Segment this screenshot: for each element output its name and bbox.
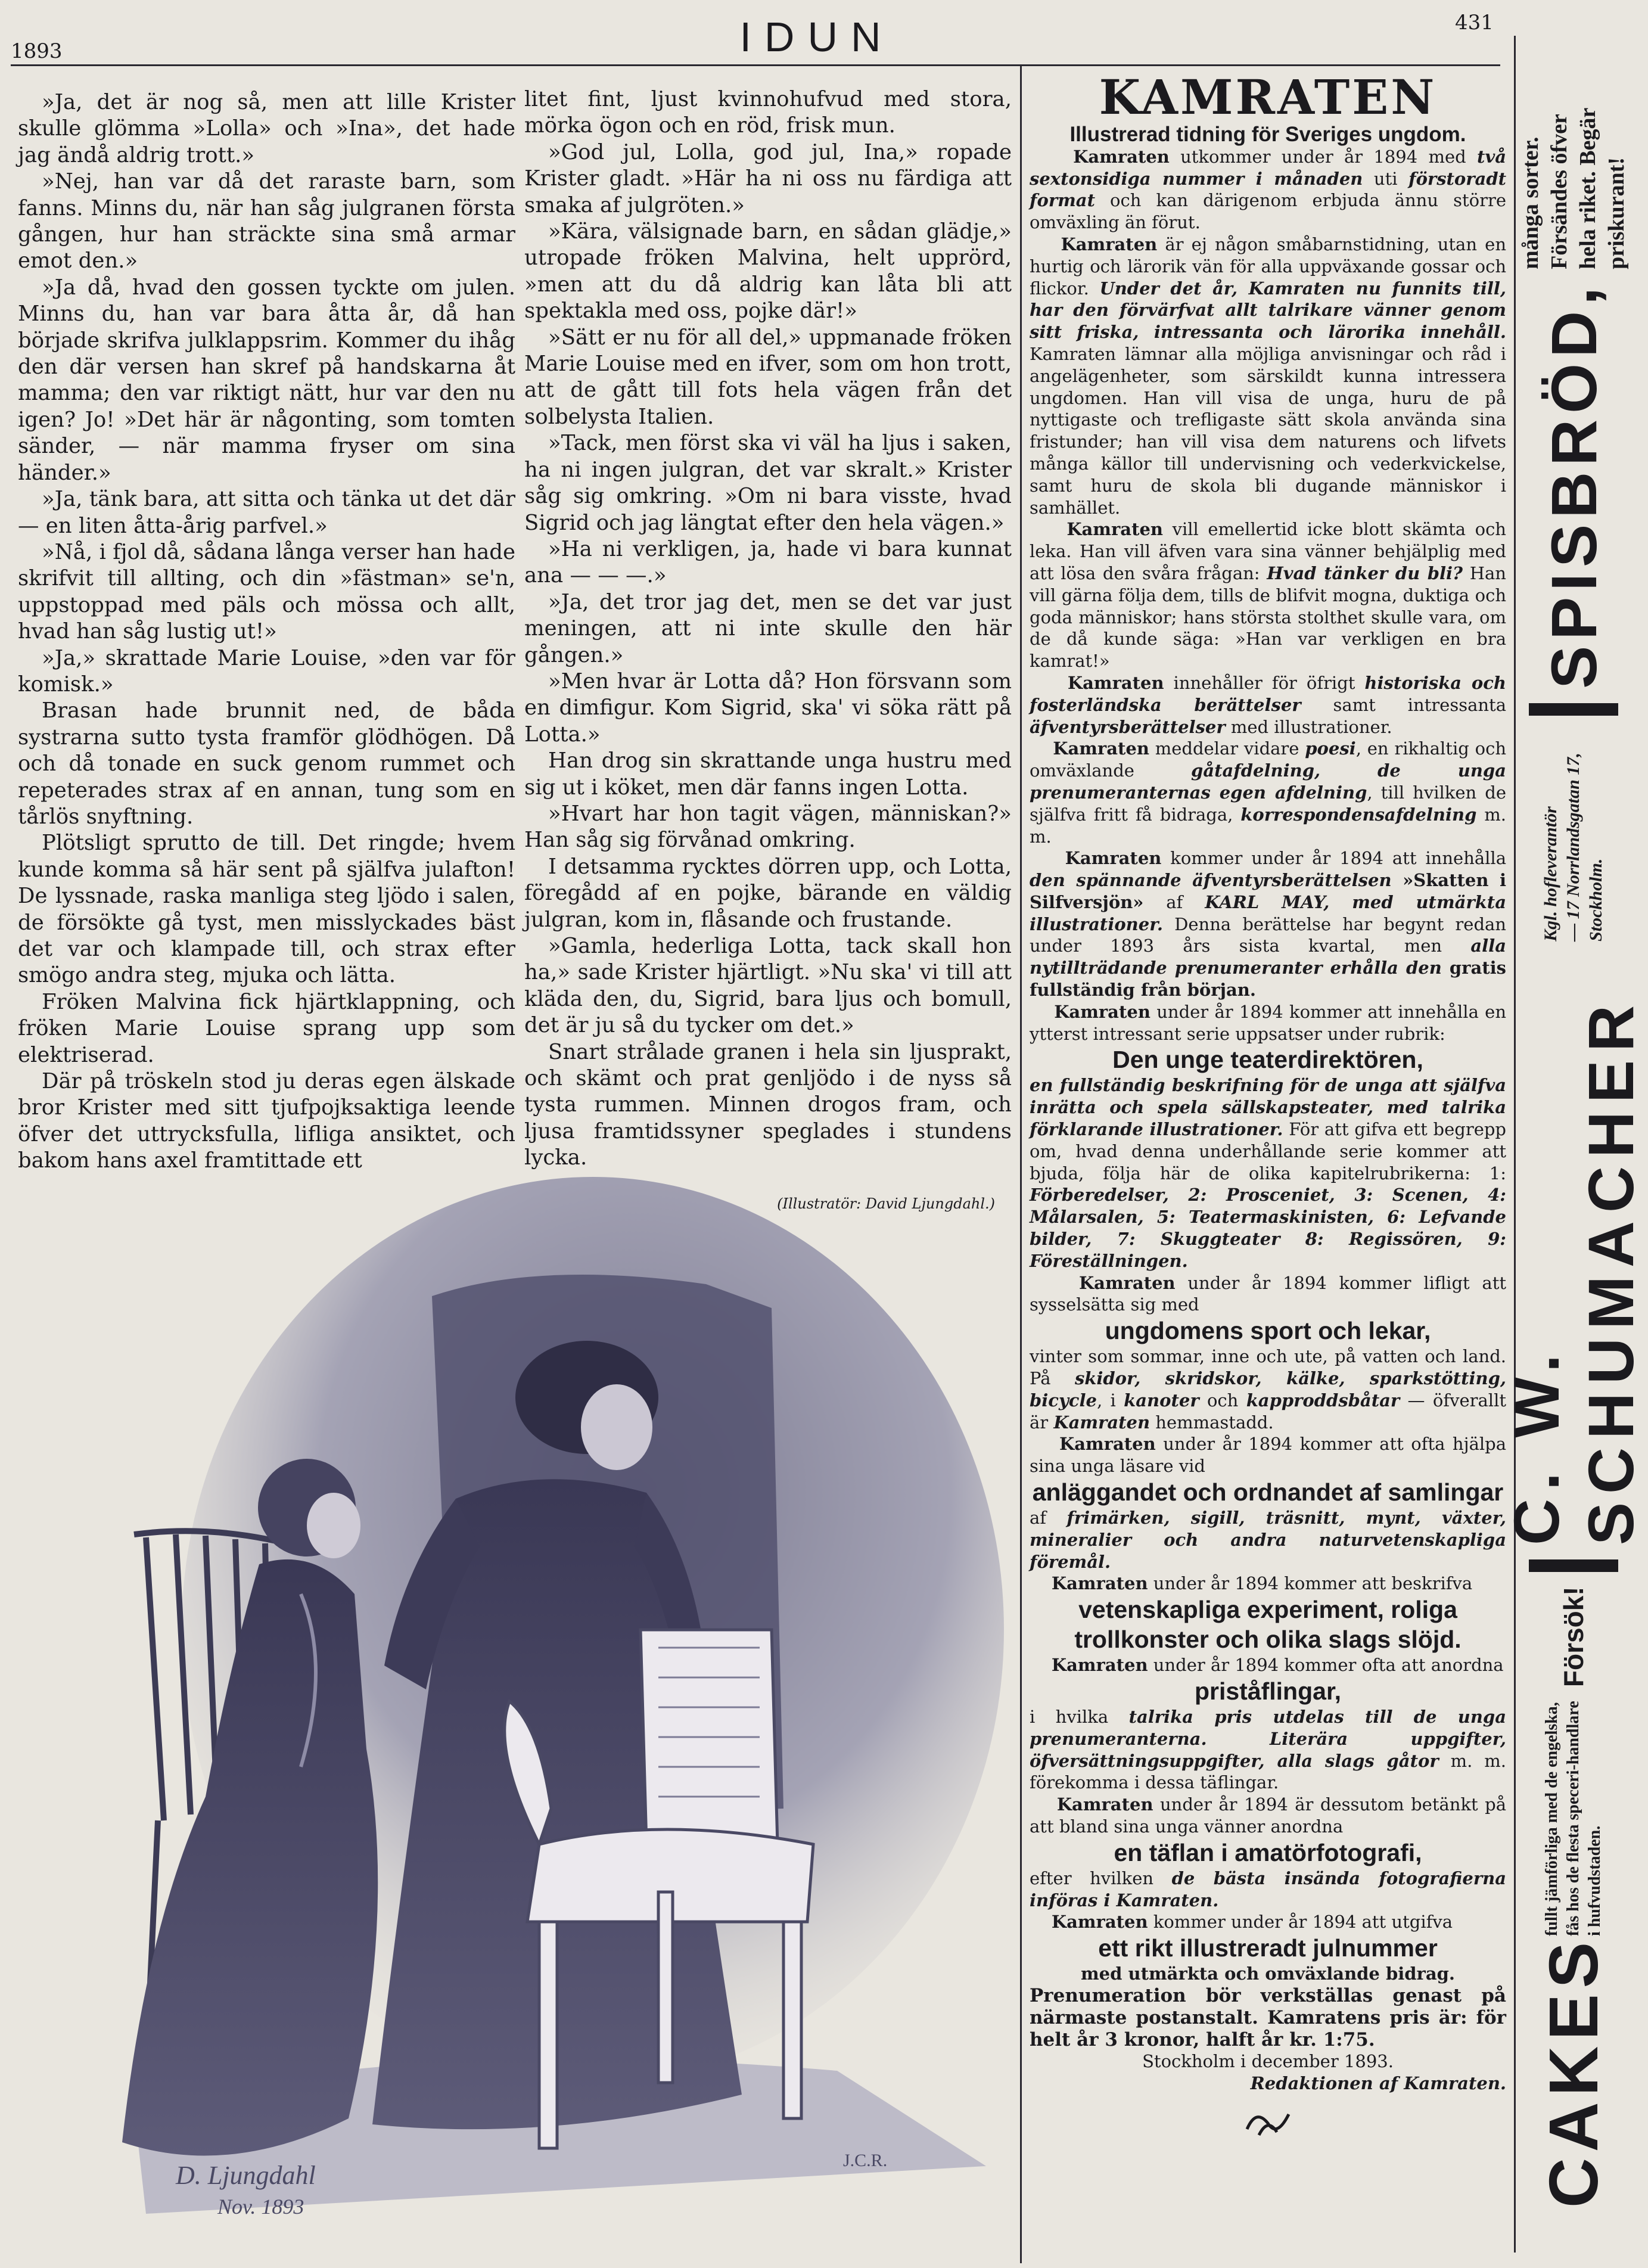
story-paragraph: »Tack, men först ska vi väl ha ljus i saken, ha ni ingen julgran, det var skralt.» Krister såg sig omkring. »Om ni bara visste, hvad Sigrid och jag längtat efter den hela vägen.» [524, 431, 1012, 535]
ad-title: KAMRATEN [1099, 69, 1437, 125]
ad-place-date: Stockholm i december 1893. [1142, 2051, 1394, 2072]
ad-paragraph: Kamraten under år 1894 kommer ofta att anordna [1051, 1655, 1504, 1676]
ad-heading-sport: ungdomens sport och lekar, [1105, 1317, 1431, 1345]
ad-paragraph: Kamraten under år 1894 kommer att beskrifva [1051, 1573, 1473, 1594]
story-paragraph: »Ja, det är nog så, men att lille Krister skulle glömma »Lolla» och »Ina», det hade jag ändå aldrig trott.» [18, 90, 515, 167]
spisbrod-heading: SPISBRÖD, [1537, 281, 1610, 689]
story-paragraph: »Kära, välsignade barn, en sådan glädje,» utropade fröken Malvina, helt upprörd, »men att du då aldrig kan låta bli att spektakla med oss, pojke där!» [524, 219, 1012, 324]
illustration-date: Nov. 1893 [217, 2195, 304, 2219]
story-paragraph: litet fint, ljust kvinnohufvud med stora, mörka ögon och en röd, frisk mun. [524, 87, 1012, 138]
ad-paragraph: Kamraten kommer under år 1894 att innehålla den spännande äfventyrsberättelsen »Skatten i Silfversjön» af KARL MAY, med utmärkta illustrationer. Denna berättelse har begynt redan under 1893 års sista kvartal, men alla nytillträdande prenumeranter erhålla den gratis fullständig från början. [1030, 848, 1506, 1001]
header-rule [11, 64, 1500, 66]
page-number-right: 431 [1455, 11, 1494, 35]
story-paragraph: »God jul, Lolla, god jul, Ina,» ropade Krister gladt. »Här ha ni oss nu färdiga att smaka af julgröten.» [524, 139, 1012, 218]
ad-heading-samlingar: anläggandet och ordnandet af samlingar [1032, 1478, 1504, 1506]
schumacher-title: Kgl. hofleverantör [1541, 806, 1560, 942]
story-paragraph: Han drog sin skrattande unga hustru med sig ut i köket, men där fanns ingen Lotta. [524, 748, 1012, 800]
story-paragraph: Brasan hade brunnit ned, de båda systrarna sutto tysta framför glödhögen. Då och då tonade en suck genom rummet och repeterades strax af en annan, tung som en tårlös snyftning. [18, 698, 515, 829]
cakes-text: fullt jämförliga med de engelska, fås hos de flesta speceri-handlare i hufvudstaden. [1543, 1701, 1604, 1936]
separator-block [1529, 1559, 1618, 1572]
ad-paragraph: af frimärken, sigill, träsnitt, mynt, växter, mineralier och andra naturvetenskapliga föremål. [1030, 1508, 1506, 1572]
masthead-title: IDUN [739, 14, 894, 60]
schumacher-address: — 17 Norrlandsgatan 17, Stockholm. [1563, 753, 1606, 942]
ad-paragraph: Kamraten meddelar vidare poesi, en rikhaltig och omväxlande gåtafdelning, de unga prenumeranternas egen afdelning, till hvilken de själfva fritt få bidraga, korrespondensafdelning m. m. [1030, 738, 1507, 847]
ad-column-rule [1020, 64, 1022, 2263]
story-paragraph: Plötsligt sprutto de till. Det ringde; hvem kunde komma så här sent på själfva julafton! De lyssnade, raska manliga steg ljödo i salen, de försökte gå tyst, men misslyckades bäst det var och klampade till, och strax efter smögo andra steg, mjuka och lätta. [18, 831, 515, 988]
ad-pricing: Prenumeration bör verkställas genast på närmaste postanstalt. Kamratens pris är: för helt år 3 kronor, halft år kr. 1:75. [1030, 1984, 1506, 2050]
story-paragraph: »Gamla, hederliga Lotta, tack skall hon ha,» sade Krister hjärtligt. »Nu ska' vi till att kläda den, du, Sigrid, bara ljus och bomull, det är ju så du tycker om det.» [524, 934, 1012, 1038]
engraver-mark: J.C.R. [843, 2151, 888, 2170]
cakes-heading: CAKES [1535, 1935, 1612, 2208]
schumacher-name: C. W. SCHUMACHER [1500, 996, 1647, 1545]
story-paragraph: Där på tröskeln stod ju deras egen älskade bror Krister med sitt tjufpojksaktiga leende öfver det uttrycksfulla, lifliga ansiktet, och bakom hans axel framtittade ett [18, 1069, 515, 1173]
ad-paragraph: Kamraten under år 1894 är dessutom betänkt på att bland sina unga vänner anordna [1030, 1794, 1506, 1837]
story-paragraph: Snart strålade granen i hela sin ljusprakt, och skämt och prat genljödo i de nyss så tysta rummen. Minnen drogos fram, och ljusa framtidssyner speglades i stundens lycka. [524, 1039, 1012, 1170]
ad-paragraph: Kamraten under år 1894 kommer att innehålla en ytterst intressant serie uppsatser under rubrik: [1030, 1001, 1507, 1044]
story-paragraph: »Men hvar är Lotta då? Hon försvann som en dimfigur. Kom Sigrid, ska' vi söka rätt på Lotta.» [524, 669, 1012, 747]
illustrator-credit: (Illustratör: David Ljungdahl.) [777, 1195, 995, 1212]
story-column-1 [18, 89, 515, 1175]
story-paragraph: »Sätt er nu för all del,» uppmanade fröken Marie Louise med en ifver, som om hon trott, att de gått till fots hela vägen från det solbelysta Italien. [524, 325, 1012, 429]
ad-heading-julnummer: ett rikt illustreradt julnummer [1098, 1934, 1438, 1962]
story-column-2 [524, 86, 1012, 1172]
kamraten-advertisement [1030, 70, 1506, 2146]
story-paragraph: »Ja, det tror jag det, men se det var just meningen, att ni inte skulle den här gången.» [524, 589, 1012, 667]
ad-paragraph: Kamraten är ej någon småbarnstidning, utan en hurtig och lärorik vän för alla uppväxande gossar och flickor. Under det år, Kamraten nu funnits till, har den förvärfvat allt talrikare vänner genom sitt friska, intressanta och lärorika innehåll. Kamraten lämnar alla möjliga anvisningar och råd i angelägenheter, som särskildt kunna intressera ungdomen. Han vill visa de unga, huru de på nyttigaste och trefligaste sätt skola använda sina fristunder; han vill visa dem naturens och lifvets många källor till undervisning och vederkvickelse, samt huru de skola bli dugande människor i samhället. [1030, 234, 1506, 518]
ad-paragraph: Kamraten under år 1894 kommer att ofta hjälpa sina unga läsare vid [1030, 1434, 1506, 1477]
ad-heading-pristaflingar: priståflingar, [1194, 1677, 1342, 1705]
ad-paragraph: Kamraten under år 1894 kommer lifligt att sysselsätta sig med [1030, 1272, 1506, 1315]
story-paragraph: »Nej, han var då det raraste barn, som fanns. Minns du, när han såg julgranen första gången, hur han sträckte sina små armar emot den.» [18, 169, 515, 274]
ad-paragraph: Kamraten vill emellertid icke blott skämta och leka. Han vill äfven vara sina vänner behjälplig med att lösa den svåra frågan: Hvad tänker du bli? Han vill gärna följa dem, tills de blifvit mogna, duktiga och goda människor; hans största stolthet skulle vara, om de då kunde säga: »Han var verkligen en bra kamrat!» [1030, 519, 1506, 672]
ad-heading-teater: Den unge teaterdirektören, [1112, 1046, 1423, 1074]
ad-paragraph: i hvilka talrika pris utdelas till de unga prenumeranterna. Literära uppgifter, öfversättningsuppgifter, alla slags gåtor m. m. förekomma i dessa täflingar. [1030, 1707, 1507, 1793]
ad-heading-fotografi: en täflan i amatörfotografi, [1114, 1838, 1422, 1866]
story-paragraph: »Nå, i fjol då, sådana långa verser han hade skrifvit till allting, och din »fästman» se'n, uppstoppad med päls och mössa och allt, hvad han såg lustig ut!» [18, 539, 515, 644]
separator-block [1529, 703, 1618, 716]
ad-paragraph: Kamraten kommer under år 1894 att utgifva [1051, 1912, 1453, 1933]
story-paragraph: »Ha ni verkligen, ja, hade vi bara kunnat ana — — —.» [524, 536, 1012, 588]
forsok-label: Försök! [1558, 1586, 1589, 1688]
illustration-signature: D. Ljungdahl [176, 2161, 316, 2190]
ad-paragraph: en fullständig beskrifning för de unga att själfva inrätta och spela sällskapsteater, med talrika förklarande illustrationer. För att gifva ett begrepp om, hvad denna underhållande serie kommer att bjuda, följa här de olika kapitelrubrikerna: 1: Förberedelser, 2: Prosceniet, 3: Scenen, 4: Målarsalen, 5: Teatermaskinisten, 6: Lefvande bilder, 7: Skuggteater 8: Regissören, 9: Föreställningen. [1030, 1075, 1506, 1271]
spisbrod-text-1: många sorter. Försändes öfver [1518, 114, 1572, 269]
side-advertisement [1500, 45, 1647, 2208]
illustration-two-women [122, 1213, 998, 2226]
ornament-icon [1030, 2105, 1506, 2146]
story-paragraph: »Ja då, hvad den gossen tyckte om julen. Minns du, han var bara åtta år, då han började skrifva julklappsrim. Kommer du ihåg den där versen han skref på handskarna åt mamma; den var riktigt nätt, hur var den nu igen? Jo! »Det här är någonting, som tomten sänder, — när mamma fryser om sina händer.» [18, 275, 515, 485]
story-paragraph: Fröken Malvina fick hjärtklappning, och fröken Marie Louise sprang upp som elektriserad. [18, 989, 515, 1067]
story-paragraph: I detsamma rycktes dörren upp, och Lotta, föregådd af en pojke, bärande en väldig julgran, kom in, flåsande och frustande. [524, 854, 1012, 932]
ad-paragraph: vinter som sommar, inne och ute, på vatten och land. På skidor, skridskor, kälke, sparkstötting, bicycle, i kanoter och kapproddsbåtar — öfverallt är Kamraten hemmastadd. [1030, 1346, 1506, 1433]
ad-subtitle: Illustrerad tidning för Sveriges ungdom. [1069, 123, 1466, 146]
story-paragraph: »Ja,» skrattade Marie Louise, »den var för komisk.» [18, 645, 515, 697]
ad-paragraph: efter hvilken de bästa insända fotografierna införas i Kamraten. [1030, 1868, 1506, 1910]
ad-paragraph: Kamraten innehåller för öfrigt historiska och fosterländska berättelser samt intressanta äfventyrsberättelser med illustrationer. [1030, 672, 1507, 737]
story-paragraph: »Hvart har hon tagit vägen, människan?» Han såg sig förvånad omkring. [524, 801, 1012, 853]
spisbrod-text-2: hela riket. Begär priskurant! [1575, 108, 1629, 269]
ad-editor: Redaktionen af Kamraten. [1250, 2073, 1506, 2094]
page-number-left: 1893 [11, 39, 63, 63]
story-paragraph: »Ja, tänk bara, att sitta och tänka ut det där — en liten åtta-årig parfvel.» [18, 487, 515, 538]
ad-line: med utmärkta och omväxlande bidrag. [1081, 1963, 1455, 1984]
ad-paragraph: Kamraten utkommer under år 1894 med två sextonsidiga nummer i månaden uti förstoradt format och kan därigenom erbjuda ännu större omväxling än förut. [1030, 146, 1507, 233]
ad-heading-experiment: vetenskapliga experiment, roliga trollkonster och olika slags slöjd. [1074, 1596, 1462, 1654]
